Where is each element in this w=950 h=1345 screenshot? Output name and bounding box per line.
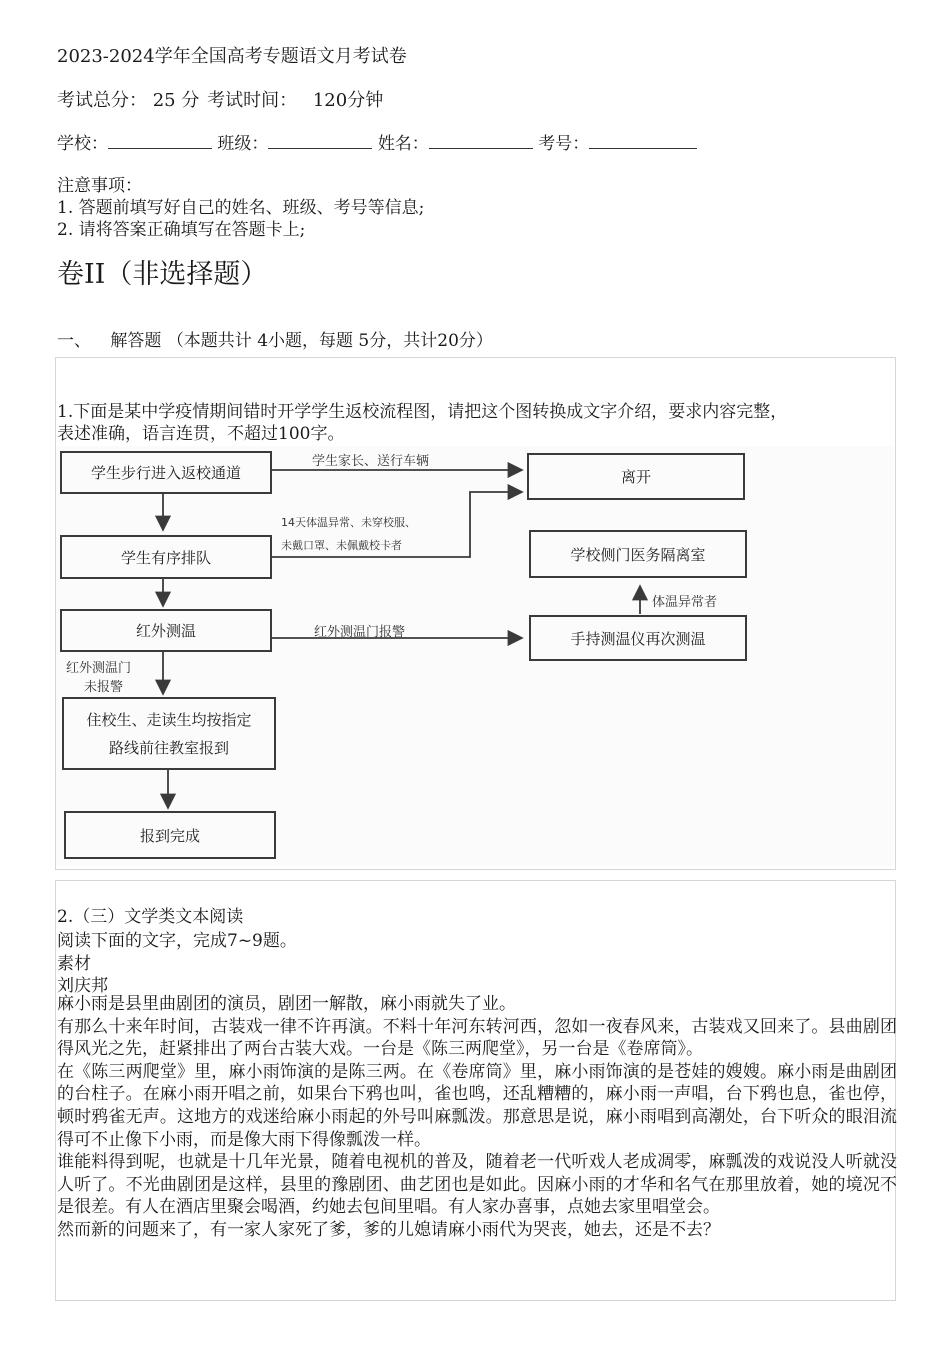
edge-label-fever: 体温异常者: [652, 595, 718, 610]
flow-box-route: 住校生、走读生均按指定路线前往教室报到: [62, 697, 276, 770]
question-2-instruction: 阅读下面的文字，完成7~9题。: [57, 931, 297, 951]
time-value: 120: [312, 90, 348, 111]
section-name: 解答题: [110, 331, 162, 351]
flow-box-done: 报到完成: [64, 811, 276, 859]
story-paragraph: 然而新的问题来了，有一家人家死了爹，爹的儿媳请麻小雨代为哭丧，她去，还是不去？: [57, 1219, 720, 1240]
edge-label-alarm: 红外测温门报警: [314, 625, 406, 640]
time-label: 考试时间：: [207, 90, 298, 111]
volume-heading: 卷II（非选择题）: [57, 259, 268, 290]
flow-box-infrared: 红外测温: [60, 609, 272, 652]
exam-title: 2023-2024学年全国高考专题语文月考试卷: [57, 46, 407, 67]
story-paragraph: 谁能料得到呢，也就是十几年光景，随着电视机的普及，随着老一代听戏人老成凋零，麻瓢泼的戏说没人听就没人听了。不光曲剧团是这样，县里的豫剧团、曲艺团也是如此。因麻小雨的才华和名气在那里放着，她的境况不是很差。有人在酒店里聚会喝酒，约她去包间里唱。有人家办喜事，点她去家里唱堂会。: [57, 1152, 897, 1218]
story-paragraph: 有那么十来年时间，古装戏一律不许再演。不料十年河东转河西，忽如一夜春风来，古装戏又回来了。县曲剧团得风光之先，赶紧排出了两台古装大戏。一台是《陈三两爬堂》，另一台是《卷席筒》。: [57, 1016, 897, 1060]
question-1-line-1: 1.下面是某中学疫情期间错时开学学生返校流程图，请把这个图转换成文字介绍，要求内容完整，: [57, 402, 788, 422]
edge-label-abnormal-1: 14天体温异常、未穿校服、: [281, 516, 416, 529]
edge-label-no-alarm-2: 未报警: [84, 680, 124, 695]
flow-box-queue: 学生有序排队: [60, 535, 272, 579]
section-detail: （本题共计 4小题，每题 5分，共计20分）: [166, 331, 493, 351]
notes-title: 注意事项：: [57, 176, 142, 196]
flow-box-leave: 离开: [527, 453, 745, 500]
total-score-label: 考试总分：: [57, 90, 147, 111]
flow-box-recheck: 手持测温仪再次测温: [529, 615, 747, 661]
section-number: 一、: [57, 331, 91, 351]
notes-item-1: 1. 答题前填写好自己的姓名、班级、考号等信息;: [57, 198, 425, 218]
question-1-line-2: 表述准确，语言连贯，不超过100字。: [57, 424, 345, 444]
name-label: 姓名：: [377, 134, 429, 154]
flow-box-isolation: 学校侧门医务隔离室: [529, 530, 747, 578]
total-score-unit: 分: [181, 90, 200, 111]
class-label: 班级：: [217, 134, 269, 154]
story-body: [57, 993, 897, 1242]
edge-label-parents: 学生家长、送行车辆: [312, 454, 430, 469]
story-title: 素材: [57, 954, 91, 974]
story-paragraph: 麻小雨是县里曲剧团的演员，剧团一解散，麻小雨就失了业。: [57, 994, 516, 1014]
question-2-title: 2.（三）文学类文本阅读: [57, 907, 244, 927]
notes-item-2: 2. 请将答案正确填写在答题卡上;: [57, 220, 306, 240]
edge-label-abnormal-2: 未戴口罩、未佩戴校卡者: [281, 539, 402, 552]
total-score-value: 25: [152, 90, 176, 111]
story-paragraph: 在《陈三两爬堂》里，麻小雨饰演的是陈三两。在《卷席筒》里，麻小雨饰演的是苍娃的嫂嫂。麻小雨是曲剧团的台柱子。在麻小雨开唱之前，如果台下鸦也叫，雀也鸣，还乱糟糟的，麻小雨一声唱，台下鸦也息，雀也停，顿时鸦雀无声。这地方的戏迷给麻小雨起的外号叫麻瓢泼。那意思是说，麻小雨唱到高潮处，台下听众的眼泪流得可不止像下小雨，而是像大雨下得像瓢泼一样。: [57, 1061, 897, 1150]
time-unit: 分钟: [347, 90, 384, 111]
story-author: 刘庆邦: [57, 976, 108, 996]
edge-label-no-alarm-1: 红外测温门: [66, 661, 132, 676]
flow-box-enter: 学生步行进入返校通道: [60, 451, 272, 494]
school-label: 学校：: [57, 134, 108, 154]
exam-no-label: 考号：: [538, 134, 590, 154]
